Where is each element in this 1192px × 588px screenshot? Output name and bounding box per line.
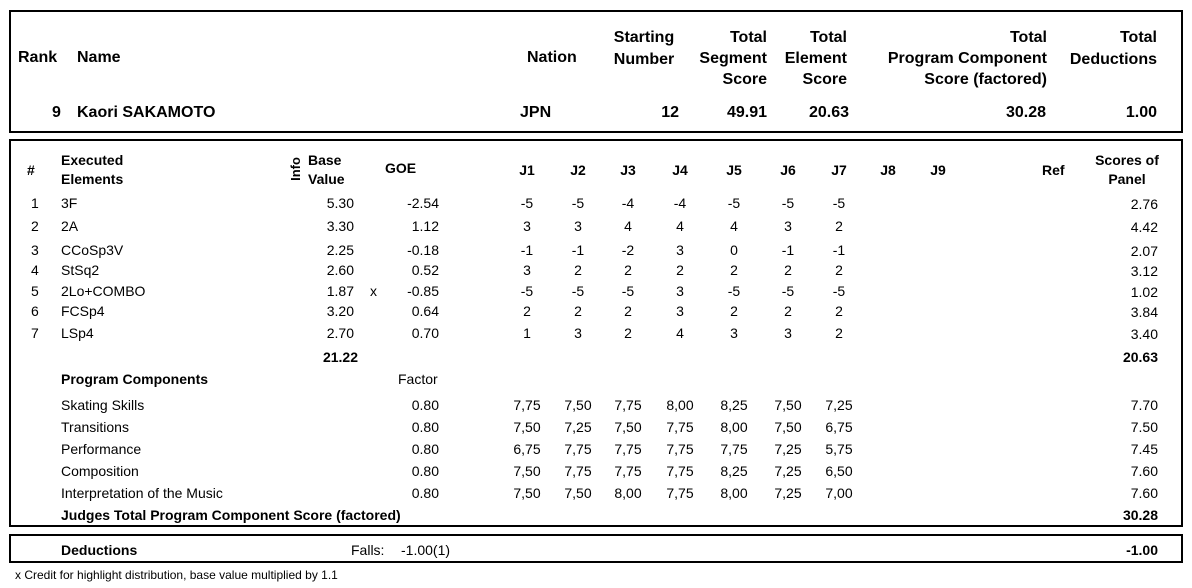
element-name: 3F [61, 195, 78, 211]
element-judge-score: 4 [730, 218, 738, 234]
element-base: 1.87 [326, 283, 354, 299]
element-num: 1 [31, 195, 39, 211]
col-header-panel: Scores of Panel [1095, 152, 1159, 187]
component-name: Skating Skills [61, 397, 145, 413]
element-judge-score: 1 [523, 325, 531, 341]
component-panel-score: 7.60 [1130, 463, 1158, 479]
col-header-executed: Executed Elements [61, 152, 124, 187]
component-judge-score: 7,75 [666, 485, 694, 501]
component-judge-score: 7,25 [825, 397, 853, 413]
element-judge-score: -5 [727, 283, 741, 299]
element-judge-score: 3 [676, 303, 684, 319]
component-factor: 0.80 [411, 441, 439, 457]
element-judge-score: -4 [621, 195, 635, 211]
judge-header-4: J4 [672, 162, 688, 178]
element-goe: 0.64 [411, 303, 439, 319]
element-judge-score: 2 [835, 325, 843, 341]
component-judge-score: 7,00 [825, 485, 853, 501]
element-base: 3.20 [326, 303, 354, 319]
component-judge-score: 7,75 [720, 441, 748, 457]
element-judge-score: -4 [673, 195, 687, 211]
component-judge-score: 7,75 [666, 441, 694, 457]
component-judge-score: 8,00 [666, 397, 694, 413]
element-judge-score: -5 [520, 195, 534, 211]
footnote: x Credit for highlight distribution, base value multiplied by 1.1 [15, 568, 338, 582]
element-judge-score: 3 [523, 262, 531, 278]
element-judge-score: -2 [621, 242, 635, 258]
component-judge-score: 6,75 [513, 441, 541, 457]
element-name: 2A [61, 218, 79, 234]
element-panel-score: 4.42 [1130, 219, 1158, 235]
base-total: 21.22 [322, 349, 358, 365]
element-goe: 0.70 [411, 325, 439, 341]
falls-label: Falls: [351, 542, 385, 558]
element-judge-score: 3 [574, 218, 582, 234]
header-tss: Total Segment Score [699, 29, 767, 88]
element-name: LSp4 [61, 325, 94, 341]
header-name: Name [77, 49, 121, 66]
component-judge-score: 7,50 [564, 397, 592, 413]
nation-value: JPN [520, 104, 552, 121]
pcs-total-label: Judges Total Program Component Score (factored) [61, 507, 401, 523]
element-goe: -2.54 [407, 195, 439, 211]
pcs-value: 30.28 [1005, 104, 1046, 121]
header-rank: Rank [18, 49, 58, 66]
component-judge-score: 7,50 [513, 419, 541, 435]
element-judge-score: 2 [676, 262, 684, 278]
judge-header-1: J1 [519, 162, 535, 178]
component-judge-score: 8,25 [720, 397, 748, 413]
component-factor: 0.80 [411, 463, 439, 479]
factor-label: Factor [398, 371, 438, 387]
element-panel-score: 1.02 [1130, 284, 1158, 300]
component-judge-score: 7,25 [774, 441, 802, 457]
col-header-info: Info [288, 157, 303, 181]
component-judge-score: 7,50 [564, 485, 592, 501]
components-title: Program Components [61, 371, 209, 387]
element-num: 3 [31, 242, 39, 258]
element-base: 5.30 [326, 195, 354, 211]
component-factor: 0.80 [411, 419, 439, 435]
element-judge-score: 0 [730, 242, 738, 258]
component-judge-score: 7,75 [614, 441, 642, 457]
col-header-num: # [27, 162, 35, 178]
header-starting-number: Starting Number [613, 29, 675, 68]
deductions-total: -1.00 [1126, 542, 1158, 558]
header-ded: Total Deductions [1069, 29, 1157, 68]
element-judge-score: 2 [730, 262, 738, 278]
element-judge-score: 3 [676, 242, 684, 258]
col-header-goe: GOE [385, 160, 417, 176]
element-name: StSq2 [61, 262, 100, 278]
component-judge-score: 8,25 [720, 463, 748, 479]
component-judge-score: 7,75 [666, 463, 694, 479]
component-judge-score: 7,50 [774, 419, 802, 435]
element-judge-score: 2 [523, 303, 531, 319]
header-pcs: Total Program Component Score (factored) [887, 29, 1047, 88]
element-info: x [370, 283, 377, 299]
element-num: 7 [31, 325, 39, 341]
component-judge-score: 6,75 [825, 419, 853, 435]
element-panel-score: 3.12 [1130, 263, 1158, 279]
component-judge-score: 7,75 [513, 397, 541, 413]
judge-header-3: J3 [620, 162, 636, 178]
element-judge-score: -1 [571, 242, 585, 258]
element-judge-score: -5 [621, 283, 635, 299]
element-judge-score: 3 [784, 325, 792, 341]
ded-value: 1.00 [1125, 104, 1157, 121]
element-name: FCSp4 [61, 303, 105, 319]
component-judge-score: 7,50 [774, 397, 802, 413]
element-num: 5 [31, 283, 39, 299]
pcs-total-value: 30.28 [1122, 507, 1158, 523]
rank-value: 9 [52, 104, 61, 121]
element-judge-score: 3 [730, 325, 738, 341]
skater-name: Kaori SAKAMOTO [77, 104, 216, 121]
element-judge-score: -1 [520, 242, 534, 258]
element-panel-score: 2.76 [1130, 196, 1158, 212]
element-goe: 0.52 [411, 262, 439, 278]
col-header-base: Base Value [308, 152, 345, 187]
element-name: 2Lo+COMBO [61, 283, 146, 299]
element-judge-score: 3 [574, 325, 582, 341]
element-judge-score: -5 [571, 195, 585, 211]
tss-value: 49.91 [726, 104, 767, 121]
component-panel-score: 7.70 [1130, 397, 1158, 413]
element-judge-score: 2 [574, 303, 582, 319]
element-judge-score: 4 [676, 325, 684, 341]
element-judge-score: -5 [781, 195, 795, 211]
element-judge-score: -5 [832, 283, 846, 299]
element-judge-score: 4 [676, 218, 684, 234]
judge-header-9: J9 [930, 162, 946, 178]
element-judge-score: 2 [624, 262, 632, 278]
component-judge-score: 6,50 [825, 463, 853, 479]
element-judge-score: -5 [520, 283, 534, 299]
element-judge-score: -1 [781, 242, 795, 258]
judge-header-2: J2 [570, 162, 586, 178]
element-name: CCoSp3V [61, 242, 124, 258]
component-judge-score: 7,75 [564, 463, 592, 479]
element-num: 4 [31, 262, 39, 278]
panel-total: 20.63 [1122, 349, 1158, 365]
element-base: 2.70 [326, 325, 354, 341]
component-name: Interpretation of the Music [61, 485, 223, 501]
element-num: 2 [31, 218, 39, 234]
component-judge-score: 8,00 [720, 485, 748, 501]
judge-header-5: J5 [726, 162, 742, 178]
component-judge-score: 8,00 [614, 485, 642, 501]
component-panel-score: 7.60 [1130, 485, 1158, 501]
element-judge-score: 2 [835, 262, 843, 278]
component-judge-score: 7,50 [614, 419, 642, 435]
element-judge-score: 3 [784, 218, 792, 234]
element-goe: 1.12 [411, 218, 439, 234]
element-panel-score: 3.84 [1130, 304, 1158, 320]
element-judge-score: -5 [781, 283, 795, 299]
component-judge-score: 7,75 [614, 397, 642, 413]
element-base: 3.30 [326, 218, 354, 234]
element-judge-score: -1 [832, 242, 846, 258]
component-judge-score: 5,75 [825, 441, 853, 457]
element-judge-score: 2 [624, 303, 632, 319]
element-judge-score: -5 [832, 195, 846, 211]
element-panel-score: 2.07 [1130, 243, 1158, 259]
component-judge-score: 7,50 [513, 485, 541, 501]
component-judge-score: 7,75 [614, 463, 642, 479]
component-judge-score: 7,75 [666, 419, 694, 435]
deductions-box [9, 534, 1183, 563]
element-judge-score: -5 [571, 283, 585, 299]
component-name: Composition [61, 463, 139, 479]
element-base: 2.25 [326, 242, 354, 258]
judge-header-8: J8 [880, 162, 896, 178]
component-judge-score: 8,00 [720, 419, 748, 435]
element-judge-score: 2 [784, 262, 792, 278]
element-judge-score: 2 [784, 303, 792, 319]
element-num: 6 [31, 303, 39, 319]
element-goe: -0.85 [407, 283, 439, 299]
component-judge-score: 7,50 [513, 463, 541, 479]
judge-header-6: J6 [780, 162, 796, 178]
component-panel-score: 7.50 [1130, 419, 1158, 435]
element-panel-score: 3.40 [1130, 326, 1158, 342]
component-judge-score: 7,25 [774, 485, 802, 501]
element-base: 2.60 [326, 262, 354, 278]
element-judge-score: 3 [523, 218, 531, 234]
component-name: Performance [61, 441, 142, 457]
deductions-label: Deductions [61, 542, 138, 558]
header-tes: Total Element Score [784, 29, 847, 88]
element-judge-score: -5 [727, 195, 741, 211]
element-goe: -0.18 [407, 242, 439, 258]
falls-value: -1.00(1) [401, 542, 451, 558]
component-judge-score: 7,75 [564, 441, 592, 457]
element-judge-score: 2 [574, 262, 582, 278]
element-judge-score: 2 [835, 303, 843, 319]
element-judge-score: 3 [676, 283, 684, 299]
component-panel-score: 7.45 [1130, 441, 1158, 457]
col-header-ref: Ref [1042, 162, 1065, 178]
element-judge-score: 2 [624, 325, 632, 341]
element-judge-score: 2 [730, 303, 738, 319]
header-nation: Nation [527, 49, 577, 66]
component-judge-score: 7,25 [564, 419, 592, 435]
component-factor: 0.80 [411, 397, 439, 413]
element-judge-score: 2 [835, 218, 843, 234]
component-judge-score: 7,25 [774, 463, 802, 479]
judge-header-7: J7 [831, 162, 847, 178]
component-name: Transitions [61, 419, 129, 435]
starting-number-value: 12 [661, 104, 679, 121]
tes-value: 20.63 [808, 104, 849, 121]
component-factor: 0.80 [411, 485, 439, 501]
element-judge-score: 4 [624, 218, 632, 234]
